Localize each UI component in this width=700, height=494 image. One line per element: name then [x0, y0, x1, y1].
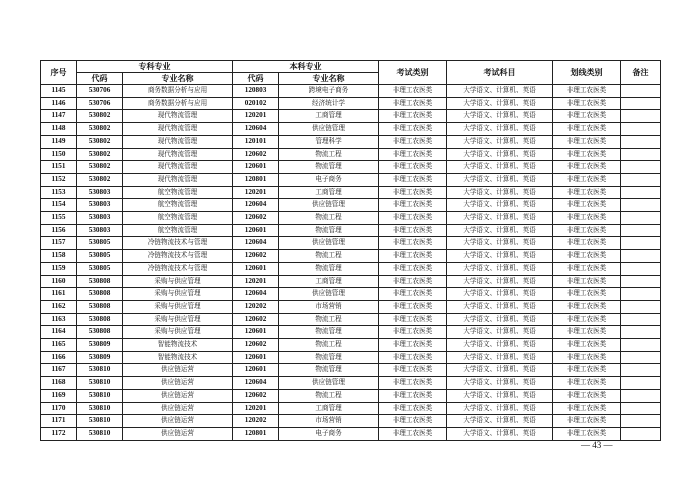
table-row [41, 224, 661, 237]
cell-benke-code: 120601 [233, 224, 279, 237]
cell-seq: 1164 [41, 326, 77, 339]
cell-remark [621, 224, 661, 237]
cell-seq: 1158 [41, 250, 77, 263]
cell-zhuanke-code: 530803 [77, 199, 123, 212]
cell-zhuanke-name: 现代物流管理 [123, 148, 233, 161]
cell-zhuanke-name: 供应链运营 [123, 389, 233, 402]
cell-exam-subjects: 大学语文、计算机、英语 [447, 313, 553, 326]
cell-seq: 1167 [41, 364, 77, 377]
cell-cutoff-type: 非理工农医类 [553, 415, 621, 428]
header-zhuanke-code: 代码 [77, 73, 123, 85]
cell-seq: 1147 [41, 110, 77, 123]
cell-seq: 1172 [41, 427, 77, 440]
cell-cutoff-type: 非理工农医类 [553, 85, 621, 98]
cell-zhuanke-code: 530802 [77, 110, 123, 123]
cell-benke-name: 物流工程 [279, 148, 379, 161]
table-row [41, 364, 661, 377]
majors-table [40, 60, 661, 441]
cell-zhuanke-name: 供应链运营 [123, 402, 233, 415]
table-row [41, 250, 661, 263]
header-cutoff-type: 划线类别 [553, 61, 621, 85]
table-row [41, 199, 661, 212]
cell-zhuanke-code: 530802 [77, 135, 123, 148]
cell-seq: 1160 [41, 275, 77, 288]
table-row [41, 351, 661, 364]
cell-benke-code: 120602 [233, 148, 279, 161]
cell-zhuanke-name: 智能物流技术 [123, 339, 233, 352]
cell-remark [621, 173, 661, 186]
cell-cutoff-type: 非理工农医类 [553, 300, 621, 313]
cell-seq: 1153 [41, 186, 77, 199]
cell-benke-name: 工商管理 [279, 402, 379, 415]
cell-zhuanke-name: 冷链物流技术与管理 [123, 237, 233, 250]
cell-exam-type: 非理工农医类 [379, 300, 447, 313]
cell-benke-name: 物流工程 [279, 212, 379, 225]
cell-exam-subjects: 大学语文、计算机、英语 [447, 161, 553, 174]
cell-benke-name: 物流管理 [279, 351, 379, 364]
cell-exam-type: 非理工农医类 [379, 212, 447, 225]
cell-exam-type: 非理工农医类 [379, 364, 447, 377]
table-row [41, 389, 661, 402]
cell-cutoff-type: 非理工农医类 [553, 123, 621, 136]
cell-zhuanke-name: 商务数据分析与应用 [123, 85, 233, 98]
table-row [41, 186, 661, 199]
cell-exam-type: 非理工农医类 [379, 135, 447, 148]
cell-zhuanke-name: 商务数据分析与应用 [123, 97, 233, 110]
cell-benke-code: 120602 [233, 250, 279, 263]
document-page [40, 60, 660, 441]
cell-zhuanke-code: 530808 [77, 275, 123, 288]
cell-remark [621, 262, 661, 275]
cell-benke-code: 120604 [233, 288, 279, 301]
cell-remark [621, 250, 661, 263]
cell-remark [621, 123, 661, 136]
cell-benke-name: 供应链管理 [279, 123, 379, 136]
cell-benke-name: 物流管理 [279, 326, 379, 339]
cell-seq: 1170 [41, 402, 77, 415]
cell-benke-name: 市场营销 [279, 415, 379, 428]
cell-zhuanke-name: 供应链运营 [123, 427, 233, 440]
cell-seq: 1171 [41, 415, 77, 428]
cell-zhuanke-name: 航空物流管理 [123, 212, 233, 225]
cell-benke-name: 经济统计学 [279, 97, 379, 110]
cell-remark [621, 351, 661, 364]
cell-exam-type: 非理工农医类 [379, 275, 447, 288]
cell-benke-name: 物流工程 [279, 339, 379, 352]
table-row [41, 402, 661, 415]
cell-exam-subjects: 大学语文、计算机、英语 [447, 212, 553, 225]
cell-exam-type: 非理工农医类 [379, 173, 447, 186]
cell-exam-subjects: 大学语文、计算机、英语 [447, 351, 553, 364]
table-row [41, 339, 661, 352]
cell-benke-name: 工商管理 [279, 275, 379, 288]
cell-zhuanke-name: 冷链物流技术与管理 [123, 262, 233, 275]
cell-exam-subjects: 大学语文、计算机、英语 [447, 199, 553, 212]
cell-zhuanke-code: 530810 [77, 415, 123, 428]
cell-benke-name: 物流管理 [279, 262, 379, 275]
cell-exam-subjects: 大学语文、计算机、英语 [447, 415, 553, 428]
cell-zhuanke-code: 530808 [77, 313, 123, 326]
cell-zhuanke-name: 航空物流管理 [123, 186, 233, 199]
cell-cutoff-type: 非理工农医类 [553, 339, 621, 352]
cell-remark [621, 148, 661, 161]
cell-cutoff-type: 非理工农医类 [553, 224, 621, 237]
page-number: — 43 — [581, 440, 613, 450]
cell-benke-name: 物流工程 [279, 313, 379, 326]
table-row [41, 148, 661, 161]
cell-remark [621, 402, 661, 415]
header-exam-type: 考试类别 [379, 61, 447, 85]
cell-benke-code: 120601 [233, 351, 279, 364]
cell-exam-subjects: 大学语文、计算机、英语 [447, 237, 553, 250]
cell-zhuanke-code: 530802 [77, 173, 123, 186]
cell-benke-code: 020102 [233, 97, 279, 110]
cell-exam-type: 非理工农医类 [379, 326, 447, 339]
header-zhuanke-name: 专业名称 [123, 73, 233, 85]
cell-exam-subjects: 大学语文、计算机、英语 [447, 85, 553, 98]
table-row [41, 300, 661, 313]
cell-zhuanke-name: 航空物流管理 [123, 199, 233, 212]
cell-benke-code: 120201 [233, 186, 279, 199]
cell-exam-subjects: 大学语文、计算机、英语 [447, 135, 553, 148]
cell-exam-type: 非理工农医类 [379, 148, 447, 161]
cell-seq: 1166 [41, 351, 77, 364]
cell-zhuanke-name: 现代物流管理 [123, 173, 233, 186]
cell-benke-code: 120602 [233, 313, 279, 326]
cell-exam-subjects: 大学语文、计算机、英语 [447, 97, 553, 110]
cell-zhuanke-name: 冷链物流技术与管理 [123, 250, 233, 263]
cell-exam-type: 非理工农医类 [379, 186, 447, 199]
header-remark: 备注 [621, 61, 661, 85]
cell-cutoff-type: 非理工农医类 [553, 326, 621, 339]
cell-benke-code: 120801 [233, 427, 279, 440]
cell-benke-code: 120201 [233, 275, 279, 288]
cell-exam-type: 非理工农医类 [379, 402, 447, 415]
cell-cutoff-type: 非理工农医类 [553, 389, 621, 402]
cell-zhuanke-code: 530810 [77, 389, 123, 402]
cell-benke-name: 工商管理 [279, 110, 379, 123]
cell-exam-subjects: 大学语文、计算机、英语 [447, 275, 553, 288]
table-row [41, 326, 661, 339]
table-row [41, 85, 661, 98]
table-row [41, 212, 661, 225]
cell-zhuanke-name: 现代物流管理 [123, 110, 233, 123]
cell-benke-name: 电子商务 [279, 427, 379, 440]
cell-seq: 1162 [41, 300, 77, 313]
cell-benke-name: 管理科学 [279, 135, 379, 148]
cell-benke-code: 120202 [233, 415, 279, 428]
cell-seq: 1165 [41, 339, 77, 352]
cell-zhuanke-name: 供应链运营 [123, 415, 233, 428]
table-row [41, 237, 661, 250]
cell-cutoff-type: 非理工农医类 [553, 186, 621, 199]
cell-exam-subjects: 大学语文、计算机、英语 [447, 364, 553, 377]
cell-remark [621, 275, 661, 288]
cell-zhuanke-code: 530802 [77, 123, 123, 136]
table-row [41, 97, 661, 110]
cell-cutoff-type: 非理工农医类 [553, 250, 621, 263]
header-benke: 本科专业 [233, 61, 379, 73]
cell-benke-code: 120602 [233, 389, 279, 402]
cell-seq: 1150 [41, 148, 77, 161]
cell-remark [621, 339, 661, 352]
cell-benke-name: 物流管理 [279, 161, 379, 174]
cell-exam-type: 非理工农医类 [379, 288, 447, 301]
cell-cutoff-type: 非理工农医类 [553, 288, 621, 301]
table-row [41, 427, 661, 440]
header-benke-code: 代码 [233, 73, 279, 85]
header-seq: 序号 [41, 61, 77, 85]
cell-remark [621, 97, 661, 110]
cell-zhuanke-name: 航空物流管理 [123, 224, 233, 237]
table-row [41, 135, 661, 148]
cell-cutoff-type: 非理工农医类 [553, 402, 621, 415]
cell-zhuanke-code: 530802 [77, 148, 123, 161]
cell-seq: 1157 [41, 237, 77, 250]
cell-zhuanke-code: 530810 [77, 364, 123, 377]
cell-exam-subjects: 大学语文、计算机、英语 [447, 427, 553, 440]
cell-zhuanke-code: 530706 [77, 85, 123, 98]
cell-cutoff-type: 非理工农医类 [553, 97, 621, 110]
cell-benke-name: 物流工程 [279, 389, 379, 402]
cell-exam-type: 非理工农医类 [379, 313, 447, 326]
cell-remark [621, 427, 661, 440]
cell-exam-type: 非理工农医类 [379, 339, 447, 352]
cell-zhuanke-code: 530803 [77, 224, 123, 237]
cell-benke-code: 120803 [233, 85, 279, 98]
cell-benke-code: 120604 [233, 377, 279, 390]
cell-exam-type: 非理工农医类 [379, 377, 447, 390]
cell-zhuanke-code: 530808 [77, 300, 123, 313]
table-row [41, 262, 661, 275]
cell-exam-subjects: 大学语文、计算机、英语 [447, 402, 553, 415]
cell-seq: 1145 [41, 85, 77, 98]
table-row [41, 161, 661, 174]
cell-benke-code: 120602 [233, 339, 279, 352]
cell-zhuanke-name: 现代物流管理 [123, 135, 233, 148]
cell-zhuanke-name: 供应链运营 [123, 377, 233, 390]
table-header [41, 61, 661, 85]
cell-cutoff-type: 非理工农医类 [553, 212, 621, 225]
cell-exam-subjects: 大学语文、计算机、英语 [447, 224, 553, 237]
cell-zhuanke-code: 530805 [77, 262, 123, 275]
cell-seq: 1151 [41, 161, 77, 174]
cell-cutoff-type: 非理工农医类 [553, 313, 621, 326]
cell-cutoff-type: 非理工农医类 [553, 161, 621, 174]
cell-benke-name: 供应链管理 [279, 288, 379, 301]
cell-exam-type: 非理工农医类 [379, 427, 447, 440]
cell-benke-code: 120601 [233, 364, 279, 377]
cell-exam-type: 非理工农医类 [379, 85, 447, 98]
cell-seq: 1159 [41, 262, 77, 275]
cell-cutoff-type: 非理工农医类 [553, 364, 621, 377]
cell-remark [621, 135, 661, 148]
cell-zhuanke-code: 530810 [77, 402, 123, 415]
cell-exam-subjects: 大学语文、计算机、英语 [447, 262, 553, 275]
cell-seq: 1161 [41, 288, 77, 301]
cell-cutoff-type: 非理工农医类 [553, 135, 621, 148]
table-row [41, 288, 661, 301]
cell-remark [621, 313, 661, 326]
header-exam-subjects: 考试科目 [447, 61, 553, 85]
cell-zhuanke-name: 采购与供应管理 [123, 313, 233, 326]
cell-seq: 1163 [41, 313, 77, 326]
cell-exam-type: 非理工农医类 [379, 161, 447, 174]
header-zhuanke: 专科专业 [77, 61, 233, 73]
cell-benke-code: 120604 [233, 123, 279, 136]
cell-exam-type: 非理工农医类 [379, 123, 447, 136]
cell-seq: 1156 [41, 224, 77, 237]
cell-zhuanke-name: 采购与供应管理 [123, 288, 233, 301]
cell-benke-name: 电子商务 [279, 173, 379, 186]
cell-remark [621, 186, 661, 199]
cell-zhuanke-code: 530808 [77, 288, 123, 301]
cell-benke-code: 120202 [233, 300, 279, 313]
cell-zhuanke-name: 现代物流管理 [123, 161, 233, 174]
cell-exam-type: 非理工农医类 [379, 97, 447, 110]
cell-benke-code: 120604 [233, 237, 279, 250]
cell-exam-type: 非理工农医类 [379, 237, 447, 250]
cell-benke-name: 供应链管理 [279, 237, 379, 250]
cell-remark [621, 377, 661, 390]
cell-exam-type: 非理工农医类 [379, 250, 447, 263]
table-row [41, 275, 661, 288]
cell-exam-type: 非理工农医类 [379, 199, 447, 212]
cell-benke-name: 供应链管理 [279, 377, 379, 390]
cell-cutoff-type: 非理工农医类 [553, 199, 621, 212]
cell-cutoff-type: 非理工农医类 [553, 173, 621, 186]
cell-seq: 1154 [41, 199, 77, 212]
cell-remark [621, 237, 661, 250]
cell-benke-code: 120201 [233, 110, 279, 123]
cell-zhuanke-code: 530810 [77, 377, 123, 390]
cell-exam-subjects: 大学语文、计算机、英语 [447, 148, 553, 161]
cell-zhuanke-name: 智能物流技术 [123, 351, 233, 364]
cell-remark [621, 389, 661, 402]
cell-remark [621, 415, 661, 428]
cell-remark [621, 85, 661, 98]
cell-zhuanke-name: 现代物流管理 [123, 123, 233, 136]
cell-benke-name: 物流工程 [279, 250, 379, 263]
cell-exam-subjects: 大学语文、计算机、英语 [447, 288, 553, 301]
table-row [41, 377, 661, 390]
cell-benke-name: 物流管理 [279, 364, 379, 377]
table-row [41, 415, 661, 428]
cell-remark [621, 199, 661, 212]
cell-benke-code: 120601 [233, 262, 279, 275]
cell-exam-type: 非理工农医类 [379, 262, 447, 275]
table-row [41, 313, 661, 326]
cell-benke-code: 120601 [233, 326, 279, 339]
cell-exam-subjects: 大学语文、计算机、英语 [447, 300, 553, 313]
cell-zhuanke-code: 530706 [77, 97, 123, 110]
cell-cutoff-type: 非理工农医类 [553, 427, 621, 440]
cell-zhuanke-code: 530803 [77, 212, 123, 225]
cell-exam-subjects: 大学语文、计算机、英语 [447, 186, 553, 199]
cell-zhuanke-code: 530805 [77, 237, 123, 250]
cell-cutoff-type: 非理工农医类 [553, 148, 621, 161]
cell-benke-name: 市场营销 [279, 300, 379, 313]
cell-cutoff-type: 非理工农医类 [553, 275, 621, 288]
cell-zhuanke-name: 采购与供应管理 [123, 275, 233, 288]
cell-exam-subjects: 大学语文、计算机、英语 [447, 326, 553, 339]
cell-benke-code: 120601 [233, 161, 279, 174]
cell-zhuanke-name: 采购与供应管理 [123, 300, 233, 313]
cell-cutoff-type: 非理工农医类 [553, 377, 621, 390]
cell-remark [621, 300, 661, 313]
cell-exam-subjects: 大学语文、计算机、英语 [447, 250, 553, 263]
cell-exam-type: 非理工农医类 [379, 415, 447, 428]
cell-zhuanke-code: 530805 [77, 250, 123, 263]
cell-seq: 1148 [41, 123, 77, 136]
cell-zhuanke-code: 530809 [77, 339, 123, 352]
cell-cutoff-type: 非理工农医类 [553, 351, 621, 364]
cell-seq: 1168 [41, 377, 77, 390]
cell-zhuanke-name: 采购与供应管理 [123, 326, 233, 339]
cell-zhuanke-code: 530810 [77, 427, 123, 440]
table-row [41, 123, 661, 136]
cell-seq: 1155 [41, 212, 77, 225]
cell-exam-type: 非理工农医类 [379, 110, 447, 123]
cell-exam-type: 非理工农医类 [379, 224, 447, 237]
table-row [41, 110, 661, 123]
cell-remark [621, 110, 661, 123]
cell-exam-subjects: 大学语文、计算机、英语 [447, 339, 553, 352]
cell-benke-code: 120801 [233, 173, 279, 186]
cell-zhuanke-code: 530802 [77, 161, 123, 174]
cell-seq: 1169 [41, 389, 77, 402]
cell-benke-name: 跨境电子商务 [279, 85, 379, 98]
cell-exam-type: 非理工农医类 [379, 351, 447, 364]
cell-cutoff-type: 非理工农医类 [553, 262, 621, 275]
cell-zhuanke-code: 530803 [77, 186, 123, 199]
table-body [41, 85, 661, 441]
cell-exam-subjects: 大学语文、计算机、英语 [447, 377, 553, 390]
cell-benke-code: 120604 [233, 199, 279, 212]
header-benke-name: 专业名称 [279, 73, 379, 85]
table-row [41, 173, 661, 186]
cell-exam-subjects: 大学语文、计算机、英语 [447, 173, 553, 186]
cell-exam-subjects: 大学语文、计算机、英语 [447, 123, 553, 136]
cell-zhuanke-code: 530808 [77, 326, 123, 339]
cell-benke-code: 120101 [233, 135, 279, 148]
cell-benke-name: 供应链管理 [279, 199, 379, 212]
cell-zhuanke-name: 供应链运营 [123, 364, 233, 377]
cell-remark [621, 364, 661, 377]
cell-remark [621, 161, 661, 174]
cell-benke-name: 物流管理 [279, 224, 379, 237]
cell-remark [621, 212, 661, 225]
cell-seq: 1149 [41, 135, 77, 148]
cell-remark [621, 326, 661, 339]
cell-cutoff-type: 非理工农医类 [553, 237, 621, 250]
cell-exam-subjects: 大学语文、计算机、英语 [447, 389, 553, 402]
cell-zhuanke-code: 530809 [77, 351, 123, 364]
cell-seq: 1146 [41, 97, 77, 110]
cell-benke-code: 120602 [233, 212, 279, 225]
cell-exam-subjects: 大学语文、计算机、英语 [447, 110, 553, 123]
cell-seq: 1152 [41, 173, 77, 186]
cell-benke-code: 120201 [233, 402, 279, 415]
cell-cutoff-type: 非理工农医类 [553, 110, 621, 123]
cell-benke-name: 工商管理 [279, 186, 379, 199]
cell-remark [621, 288, 661, 301]
cell-exam-type: 非理工农医类 [379, 389, 447, 402]
